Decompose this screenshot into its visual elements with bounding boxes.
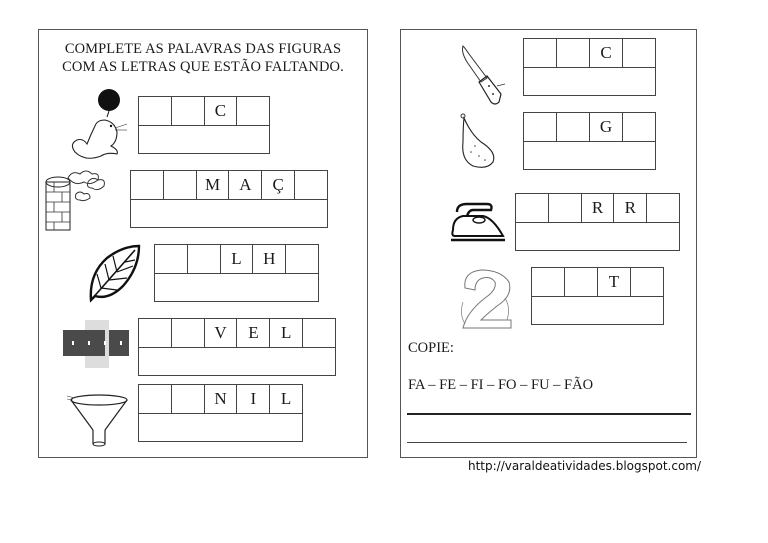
left-worksheet-panel	[38, 29, 368, 458]
writing-line-1[interactable]	[407, 413, 691, 415]
letter-cell[interactable]	[139, 97, 172, 125]
letter-cell[interactable]	[139, 319, 172, 347]
letter-cell[interactable]: R	[582, 194, 615, 222]
letter-cell[interactable]	[549, 194, 582, 222]
tape-roll-icon	[63, 320, 131, 370]
letter-cell[interactable]: L	[280, 389, 292, 408]
letter-cell[interactable]: H	[253, 245, 286, 273]
letter-cell[interactable]	[516, 194, 549, 222]
letter-cell[interactable]	[623, 113, 655, 141]
instruction-line-2: COM AS LETRAS QUE ESTÃO FALTANDO.	[62, 59, 344, 75]
copy-label: COPIE:	[408, 340, 454, 356]
word-write-area[interactable]	[139, 414, 302, 441]
letter-cell[interactable]	[172, 97, 205, 125]
word-write-area[interactable]	[139, 126, 269, 153]
letter-cell[interactable]	[647, 194, 679, 222]
leaf-icon	[87, 244, 143, 304]
letter-cell[interactable]: Ç	[262, 171, 295, 199]
word-write-area[interactable]	[139, 348, 335, 375]
word-grid-funnel	[138, 384, 303, 442]
letter-cell[interactable]	[155, 245, 188, 273]
letter-cell[interactable]	[172, 385, 205, 413]
letter-cell[interactable]: G	[590, 113, 623, 141]
word-grid-knife	[523, 38, 656, 96]
letter-cell[interactable]: L	[270, 319, 303, 347]
word-write-area[interactable]	[131, 200, 327, 227]
word-grid-tape	[138, 318, 336, 376]
letter-cell[interactable]: C	[205, 97, 238, 125]
letter-cell[interactable]: L	[221, 245, 254, 273]
knife-icon	[459, 42, 509, 108]
letter-cell[interactable]	[303, 319, 335, 347]
word-grid-chimney	[130, 170, 328, 228]
letter-cell[interactable]	[557, 39, 590, 67]
word-write-area[interactable]	[155, 274, 318, 301]
number-two-icon	[457, 268, 517, 330]
source-url[interactable]: http://varaldeatividades.blogspot.com/	[468, 459, 702, 473]
letter-cell[interactable]	[565, 268, 598, 296]
word-grid-iron	[515, 193, 680, 251]
letter-cell[interactable]	[172, 319, 205, 347]
word-write-area[interactable]	[516, 223, 679, 250]
letter-cell[interactable]	[524, 113, 557, 141]
letter-cell[interactable]: T	[598, 268, 631, 296]
letter-cell[interactable]	[188, 245, 221, 273]
letter-cell[interactable]	[295, 171, 327, 199]
word-grid-fig	[523, 112, 656, 170]
letter-cell[interactable]	[131, 171, 164, 199]
letter-cell[interactable]	[524, 39, 557, 67]
instruction-line-1: COMPLETE AS PALAVRAS DAS FIGURAS	[64, 41, 342, 57]
letter-cell[interactable]: I	[237, 385, 270, 413]
letter-cell[interactable]: N	[205, 385, 238, 413]
word-write-area[interactable]	[524, 142, 655, 169]
letter-cell[interactable]	[557, 113, 590, 141]
letter-cell[interactable]: M	[197, 171, 230, 199]
word-grid-leaf	[154, 244, 319, 302]
word-grid-seal	[138, 96, 270, 154]
word-write-area[interactable]	[524, 68, 655, 95]
seal-with-ball-icon	[69, 88, 133, 162]
syllables-text: FA – FE – FI – FO – FU – FÃO	[408, 377, 594, 393]
word-write-area[interactable]	[532, 297, 663, 324]
letter-cell[interactable]: E	[237, 319, 270, 347]
letter-cell[interactable]	[623, 39, 655, 67]
letter-cell[interactable]: C	[590, 39, 623, 67]
letter-cell[interactable]	[164, 171, 197, 199]
letter-cell[interactable]: R	[614, 194, 647, 222]
word-grid-two	[531, 267, 664, 325]
letter-cell[interactable]	[532, 268, 565, 296]
letter-cell[interactable]	[631, 268, 663, 296]
right-worksheet-panel	[400, 29, 697, 458]
writing-line-2[interactable]	[407, 442, 687, 443]
letter-cell[interactable]: A	[229, 171, 262, 199]
letter-cell[interactable]	[237, 97, 269, 125]
letter-cell[interactable]: V	[205, 319, 238, 347]
funnel-icon	[67, 392, 131, 448]
letter-cell[interactable]	[139, 385, 172, 413]
letter-cell[interactable]	[286, 245, 318, 273]
chimney-well-icon	[42, 168, 130, 232]
fig-icon	[457, 112, 507, 170]
iron-icon	[447, 202, 509, 248]
